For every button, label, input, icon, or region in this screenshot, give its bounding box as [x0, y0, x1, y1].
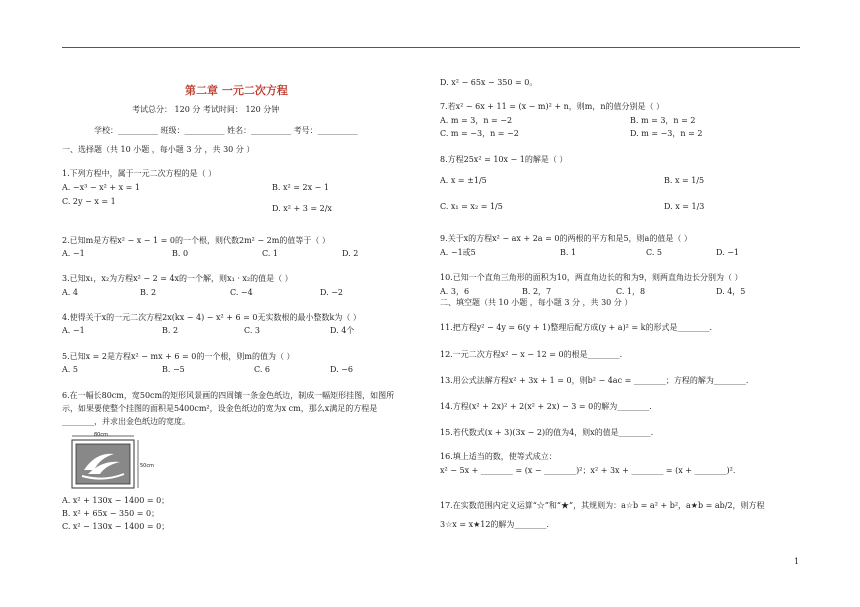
q9-option-b: B. 1: [560, 248, 577, 257]
question-10: 10.已知一个直角三角形的面积为10，两直角边长的和为9，则两直角边长分别为（ ）: [440, 273, 743, 282]
section-2-heading: 二、填空题（共 10 小题 ，每小题 3 分 ，共 30 分 ）: [440, 298, 633, 307]
q8-option-b: B. x = 1/5: [664, 176, 705, 185]
q8-option-d: D. x = 1/3: [664, 202, 705, 211]
page-title: 第二章 一元二次方程: [185, 84, 288, 97]
question-2: 2.已知m是方程x² − x − 1 = 0的一个根，则代数2m² − 2m的值等于（ ）: [62, 236, 330, 245]
question-1: 1.下列方程中，属于一元二次方程的是（ ）: [62, 169, 217, 178]
question-8: 8.方程25x² = 10x − 1的解是（ ）: [440, 155, 568, 164]
q5-option-a: A. 5: [62, 365, 78, 374]
section-1-heading: 一、选择题（共 10 小题 ，每小题 3 分 ，共 30 分 ）: [62, 145, 255, 154]
q2-option-a: A. −1: [62, 249, 85, 258]
question-15: 15.若代数式(x + 3)(3x − 2)的值为4，则x的值是________.: [440, 428, 654, 437]
q10-option-c: C. 1，8: [616, 287, 646, 296]
q4-option-b: B. 2: [162, 326, 179, 335]
question-4: 4.使得关于x的一元二次方程2x(kx − 4) − x² + 6 = 0无实数根的最小整数k为（ ）: [62, 313, 361, 322]
q9-option-a: A. −1或5: [440, 248, 476, 257]
q2-option-c: C. 1: [262, 249, 279, 258]
question-16-equations: x² − 5x + ________ = (x − ________)²；x² + 3x + ________ = (x + ________)².: [440, 466, 736, 475]
q1-option-d: D. x² + 3 = 2/x: [272, 204, 332, 213]
question-6-line-1: 6.在一幅长80cm，宽50cm的矩形风景画的四周镶一条金色纸边，制成一幅矩形挂图，如图所: [62, 391, 395, 400]
q1-option-c: C. 2y − x = 1: [62, 197, 116, 206]
q4-option-d: D. 4个: [330, 326, 355, 335]
q7-option-a: A. m = 3，n = −2: [440, 116, 513, 125]
question-16: 16.填上适当的数，使等式成立：: [440, 452, 557, 461]
q3-option-b: B. 2: [140, 288, 157, 297]
q9-option-c: C. 5: [646, 248, 663, 257]
q3-option-a: A. 4: [62, 288, 78, 297]
question-17: 17.在实数范围内定义运算“☆”和“★”，其规则为：a☆b = a² + b²，a★b = ab/2，则方程: [440, 501, 765, 510]
q10-option-b: B. 2，7: [522, 287, 552, 296]
q2-option-b: B. 0: [172, 249, 189, 258]
question-17-line-2: 3☆x = x★12的解为________.: [440, 520, 549, 529]
fig-width-label: 80cm: [94, 432, 108, 438]
q7-option-d: D. m = −3，n = 2: [630, 129, 703, 138]
q6-option-a: A. x² + 130x − 1400 = 0；: [62, 496, 170, 505]
question-7: 7.若x² − 6x + 11 = (x − m)² + n，则m，n的值分别是（ ）: [440, 102, 665, 111]
question-3: 3.已知x₁，x₂为方程x² − 2 = 4x的一个解，则x₁ · x₂的值是（ ）: [62, 274, 293, 283]
question-12: 12.一元二次方程x² − x − 12 = 0的根是________.: [440, 350, 623, 359]
question-13: 13.用公式法解方程x² + 3x + 1 = 0，则b² − 4ac = ________；方程的解为________.: [440, 376, 749, 385]
q10-option-d: D. 4，5: [716, 287, 746, 296]
q7-option-b: B. m = 3，n = 2: [630, 116, 696, 125]
q5-option-b: B. −5: [162, 365, 185, 374]
q6-option-c: C. x² − 130x − 1400 = 0；: [62, 522, 170, 531]
q8-option-c: C. x₁ = x₂ = 1/5: [440, 202, 503, 211]
q1-option-b: B. x² = 2x − 1: [272, 183, 329, 192]
student-info: 学校：__________ 班级：__________ 姓名：__________ 考号：__________: [94, 126, 358, 135]
q1-option-a: A. −x³ − x² + x = 1: [62, 183, 140, 192]
question-11: 11.把方程y² − 4y = 6(y + 1)整理后配方成(y + a)² = k的形式是________.: [440, 323, 713, 332]
q8-option-a: A. x = ±1/5: [440, 176, 487, 185]
page-number: 1: [794, 557, 800, 566]
fig-height-label: 50cm: [140, 463, 154, 469]
question-14: 14.方程(x² + 2x)² + 2(x² + 2x) − 3 = 0的解为________.: [440, 402, 652, 411]
q6-option-d: D. x² − 65x − 350 = 0。: [440, 78, 538, 87]
q3-option-d: D. −2: [320, 288, 344, 297]
q3-option-c: C. −4: [230, 288, 253, 297]
q5-option-c: C. 6: [254, 365, 271, 374]
q4-option-c: C. 3: [244, 326, 261, 335]
question-5: 5.已知x = 2是方程x² − mx + 6 = 0的一个根，则m的值为（ ）: [62, 352, 295, 361]
header-rule: [62, 47, 800, 48]
q10-option-a: A. 3，6: [440, 287, 470, 296]
q9-option-d: D. −1: [716, 248, 740, 257]
q6-option-b: B. x² + 65x − 350 = 0；: [62, 509, 160, 518]
q5-option-d: D. −6: [330, 365, 354, 374]
q6-figure: [66, 432, 156, 494]
q2-option-d: D. 2: [342, 249, 359, 258]
question-6-line-2: 示，如果要使整个挂图的面积是5400cm²，设金色纸边的宽为x cm，那么x满足的方程是: [62, 404, 378, 413]
question-9: 9.关于x的方程x² − ax + 2a = 0的两根的平方和是5，则a的值是（ ）: [440, 234, 692, 243]
question-6-line-3: ________，并求出金色纸边的宽度。: [62, 417, 190, 426]
q7-option-c: C. m = −3，n = −2: [440, 129, 519, 138]
exam-info: 考试总分： 120 分 考试时间： 120 分钟: [132, 105, 280, 114]
q4-option-a: A. −1: [62, 326, 85, 335]
